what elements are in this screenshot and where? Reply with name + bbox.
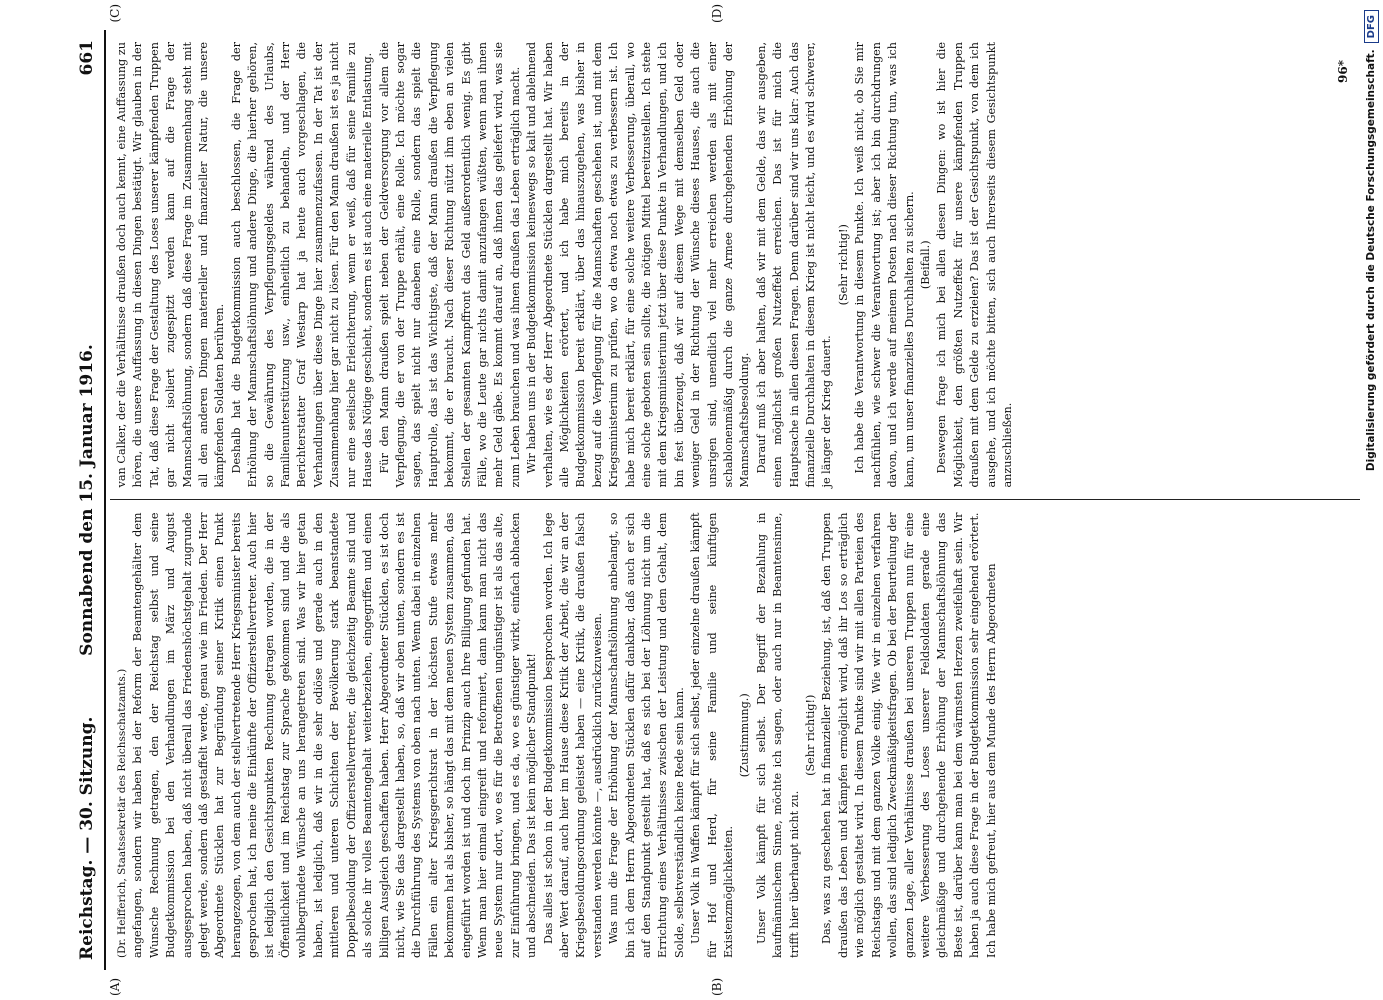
header-left: Reichstag. — 30. Sitzung.: [77, 716, 97, 960]
paragraph: Unser Volk kämpft für sich selbst. Der Begriff der Bezahlung in kaufmännischem Sinne, möchte ich sagen, oder auch nur in Beamtensinne, trifft hier überhaupt nicht zu.: [754, 512, 801, 958]
page-number: 661: [77, 40, 97, 76]
page-header: [70, 30, 106, 970]
paragraph: angefangen, sondern wir haben bei der Reform der Beamtengehälter dem Wunsche Rechnung getragen, den der Reichstag selbst und seine Budgetkommission bei den Verhandlungen im März und August ausgesprochen haben, daß nicht überall das Friedenshöchstgehalt zugrunde gelegt werde, sondern daß gestaffelt werde, genau wie im Frieden. Der Herr Abgeordnete Stücklen hat zur Begründung seiner Kritik einen Punkt herangezogen, von dem auch der stellvertretende Herr Kriegsminister bereits gesprochen hat, ich meine die Einkünfte der Offizierstellvertreter. Auch hier ist lediglich den Gesichtspunkten Rechnung getragen worden, die in der Öffentlichkeit und im Reichstag zur Sprache gekommen sind und die als wohlbegründete Wünsche an uns herangetreten sind. Was wir hier getan haben, ist lediglich, daß wir in die sehr odiöse und gerade auch in den mittleren und unteren Schichten der Bevölkerung stark beanstandete Doppelbesoldung der Offizierstellvertreter, die gleichzeitig Beamte sind und als solche ihr volles Beamtengehalt weiterbeziehen, eingegriffen und einen billigen Ausgleich geschaffen haben. Herr Abgeordneter Stücklen, es ist doch nicht, wie Sie das dargestellt haben, so, daß wir oben unten, sondern es ist die Durchführung des Systems von oben nach unten. Wenn dabei in einzelnen Fällen ein alter Kriegsgerichtsrat in der höchsten Stufe etwas mehr bekommen hat als bisher, so hängt das mit dem neuen System zusammen, das eingeführt worden ist und doch im Prinzip auch Ihre Billigung gefunden hat. Wenn man hier einmal eingreift und reformiert, dann kann man nicht das neue System nur dort, wo es für die Betroffenen ungünstiger ist als das alte, zur Einführung bringen, und es da, wo es günstiger wirkt, einfach abhacken und abschneiden. Das ist kein möglicher Standpunkt!: [131, 512, 539, 958]
signature-mark: 96*: [1336, 60, 1350, 83]
margin-mark-d: (D): [710, 4, 724, 23]
margin-mark-b: (B): [710, 977, 724, 996]
margin-mark-c: (C): [108, 4, 122, 23]
paragraph: Darauf muß ich aber halten, daß wir mit dem Gelde, das wir ausgeben, einen möglichst großen Nutzeffekt erreichen. Das ist für mich die Hauptsache in allen diesen Fragen. Denn darüber sind wir uns klar: Auch das finanzielle Durchhalten in diesem Krieg ist nicht leicht, und es wird schwerer, je länger der Krieg dauert.: [754, 42, 834, 488]
column-left: [110, 501, 1360, 971]
speaker-line: (Dr. Helfferich, Staatssekretär des Reichsschatzamts.): [116, 668, 128, 958]
paragraph: Ich habe die Verantwortung in diesem Punkte. Ich weiß nicht, ob Sie mir nachfühlen, wie schwer die Verantwortung ist; aber ich bin durchdrungen davon, und ich werde auf meinem Posten nach dieser Richtung tun, was ich kann, um unser finanzielles Durchhalten zu sichern.: [853, 42, 916, 488]
document-page: [70, 4, 1360, 996]
interjection: (Beifall.): [918, 240, 932, 290]
paragraph: van Calker, der die Verhältnisse draußen doch auch kennt, eine Auffassung zu hören, die unsere Auffassung in diesen Dingen bestätigt. Wir glauben in der Tat, daß diese Frage der Gestaltung des Loses unserer kämpfenden Truppen gar nicht isoliert zugespitzt werden kann auf die Frage der Mannschaftslöhnung, sondern daß diese Frage im Zusammenhang steht mit all den anderen Dingen materieller und finanzieller Natur, die unsere kämpfenden Soldaten berühren.: [115, 42, 227, 488]
paragraph: Das alles ist schon in der Budgetkommission besprochen worden. Ich lege aber Wert darauf, auch hier im Hause diese Kritik der Arbeit, die wir an der Kriegsbesoldungsordnung geleistet haben — eine Kritik, die draußen falsch verstanden werden könnte —, ausdrücklich zurückzuweisen.: [541, 512, 604, 958]
interjection: (Zustimmung.): [738, 693, 752, 778]
paragraph: Für den Mann draußen spielt neben der Geldversorgung vor allem die Verpflegung, die er von der Truppe erhält, eine Rolle. Ich möchte sogar sagen, das spielt nicht nur daneben eine Rolle, sondern das spielt die Hauptrolle, das ist das Wichtigste, daß der Mann draußen die Verpflegung bekommt, die er braucht. Nach dieser Richtung nützt ihm eben an vielen Stellen der gesamten Kampffront das Geld außerordentlich wenig. Es gibt Fälle, wo die Leute gar nichts damit anzufangen wüßten, wenn man ihnen mehr Geld gäbe. Es kommt darauf an, daß ihnen das geliefert wird, was sie zum Leben brauchen und was ihnen draußen das Leben erträglich macht.: [377, 42, 522, 488]
header-date: Sonnabend den 15. Januar 1916.: [77, 344, 97, 656]
paragraph: Was nun die Frage der Erhöhung der Mannschaftslöhnung anbelangt, so bin ich dem Herrn Abgeordneten Stücklen dafür dankbar, daß auch er sich auf den Standpunkt gestellt hat, daß es sich bei der Löhnung nicht um die Errichtung eines Verhältnisses zwischen der Leistung und dem Gehalt, dem Solde, selbstverständlich keine Rede sein kann.: [607, 512, 686, 958]
interjection: (Sehr richtig!): [836, 224, 850, 306]
paragraph: Unser Volk in Waffen kämpft für sich selbst, jeder einzelne draußen kämpft für Hof und Herd, für seine Familie und seine künftigen Existenzmöglichkeiten.: [689, 512, 736, 958]
interjection: (Sehr richtig!): [804, 694, 818, 776]
paragraph: Das, was zu geschehen hat in finanzieller Beziehung, ist, daß den Truppen draußen das Leben und Kämpfen ermöglicht wird, daß ihr Los so erträglich wie möglich gestaltet wird. In diesem Punkte sind wir mit allen Parteien des Reichstags und mit dem ganzen Volke einig. Wie wir in einzelnen verfahren wollen, das sind lediglich Zweckmäßigkeitsfragen. Ob bei der Beurteilung der ganzen Lage, aller Verhältnisse draußen bei unseren Truppen nun für eine weitere Verbesserung des Loses unserer Feldsoldaten gerade eine gleichmäßige und durchgehende Erhöhung der Mannschaftslöhnung das Beste ist, darüber kann man bei dem wärmsten Herzen zweifelhaft sein. Wir haben ja auch diese Frage in der Budgetkommission sehr eingehend erörtert. Ich habe mich gefreut, hier aus dem Munde des Herrn Abgeordneten: [820, 512, 998, 958]
paragraph: Deshalb hat die Budgetkommission auch beschlossen, die Frage der Erhöhung der Mannschaftslöhnung und andere Dinge, die hierher gehören, so die Gewährung des Verpflegungsgeldes während des Urlaubs, Familienunterstützung usw., einheitlich zu behandeln, und der Herr Berichterstatter Graf Westarp hat ja heute auch vorgeschlagen, die Verhandlungen über diese Dinge hier zusammenzufassen. In der Tat ist der Zusammenhang hier gar nicht zu lösen. Für den Mann draußen ist es ja nicht nur eine seelische Erleichterung, wenn er weiß, daß für seine Familie zu Hause das Nötige geschieht, sondern es ist auch eine materielle Entlastung.: [229, 42, 375, 488]
column-right: [110, 30, 1360, 501]
dfg-logo: DFG: [1364, 10, 1379, 43]
paragraph: Wir haben uns in der Budgetkommission keineswegs so kalt und ablehnend verhalten, wie es der Herr Abgeordnete Stücklen dargestellt hat. Wir haben alle Möglichkeiten erörtert, und ich habe mich bereits in der Budgetkommission bereit erklärt, über das hinauszugehen, was bisher in bezug auf die Verpflegung für die Mannschaften geschehen ist, und mit dem Kriegsministerium zu prüfen, wo da etwa noch etwas zu verbessern ist. Ich habe mich bereit erklärt, für eine solche weitere Verbesserung, überall, wo eine solche geboten sein sollte, die nötigen Mittel bereitzustellen. Ich stehe mit dem Kriegsministerium jetzt über diese Punkte in Verhandlungen, und ich bin fest überzeugt, daß wir auf diesem Wege mit demselben Geld oder weniger Geld in der Richtung der Wünsche dieses Hauses, die auch die unsrigen sind, unendlich viel mehr erreichen werden als mit einer schablonenmäßig durch die ganze Armee durchgehenden Erhöhung der Mannschaftsbesoldung.: [525, 42, 752, 488]
margin-mark-a: (A): [108, 977, 122, 996]
dfg-note-text: Digitalisierung gefördert durch die Deutsche Forschungsgemeinschaft.: [1365, 49, 1377, 472]
dfg-side-note: [1359, 0, 1383, 1000]
text-columns: [110, 30, 1360, 970]
paragraph: Deswegen frage ich mich bei allen diesen Dingen: wo ist hier die Möglichkeit, den größten Nutzeffekt für unsere kämpfenden Truppen draußen mit dem Gelde zu erzielen? Das ist der Gesichtspunkt, von dem ich ausgehe, und ich möchte bitten, sich auch Ihrerseits diesem Gesichtspunkt anzuschließen.: [935, 42, 1014, 488]
